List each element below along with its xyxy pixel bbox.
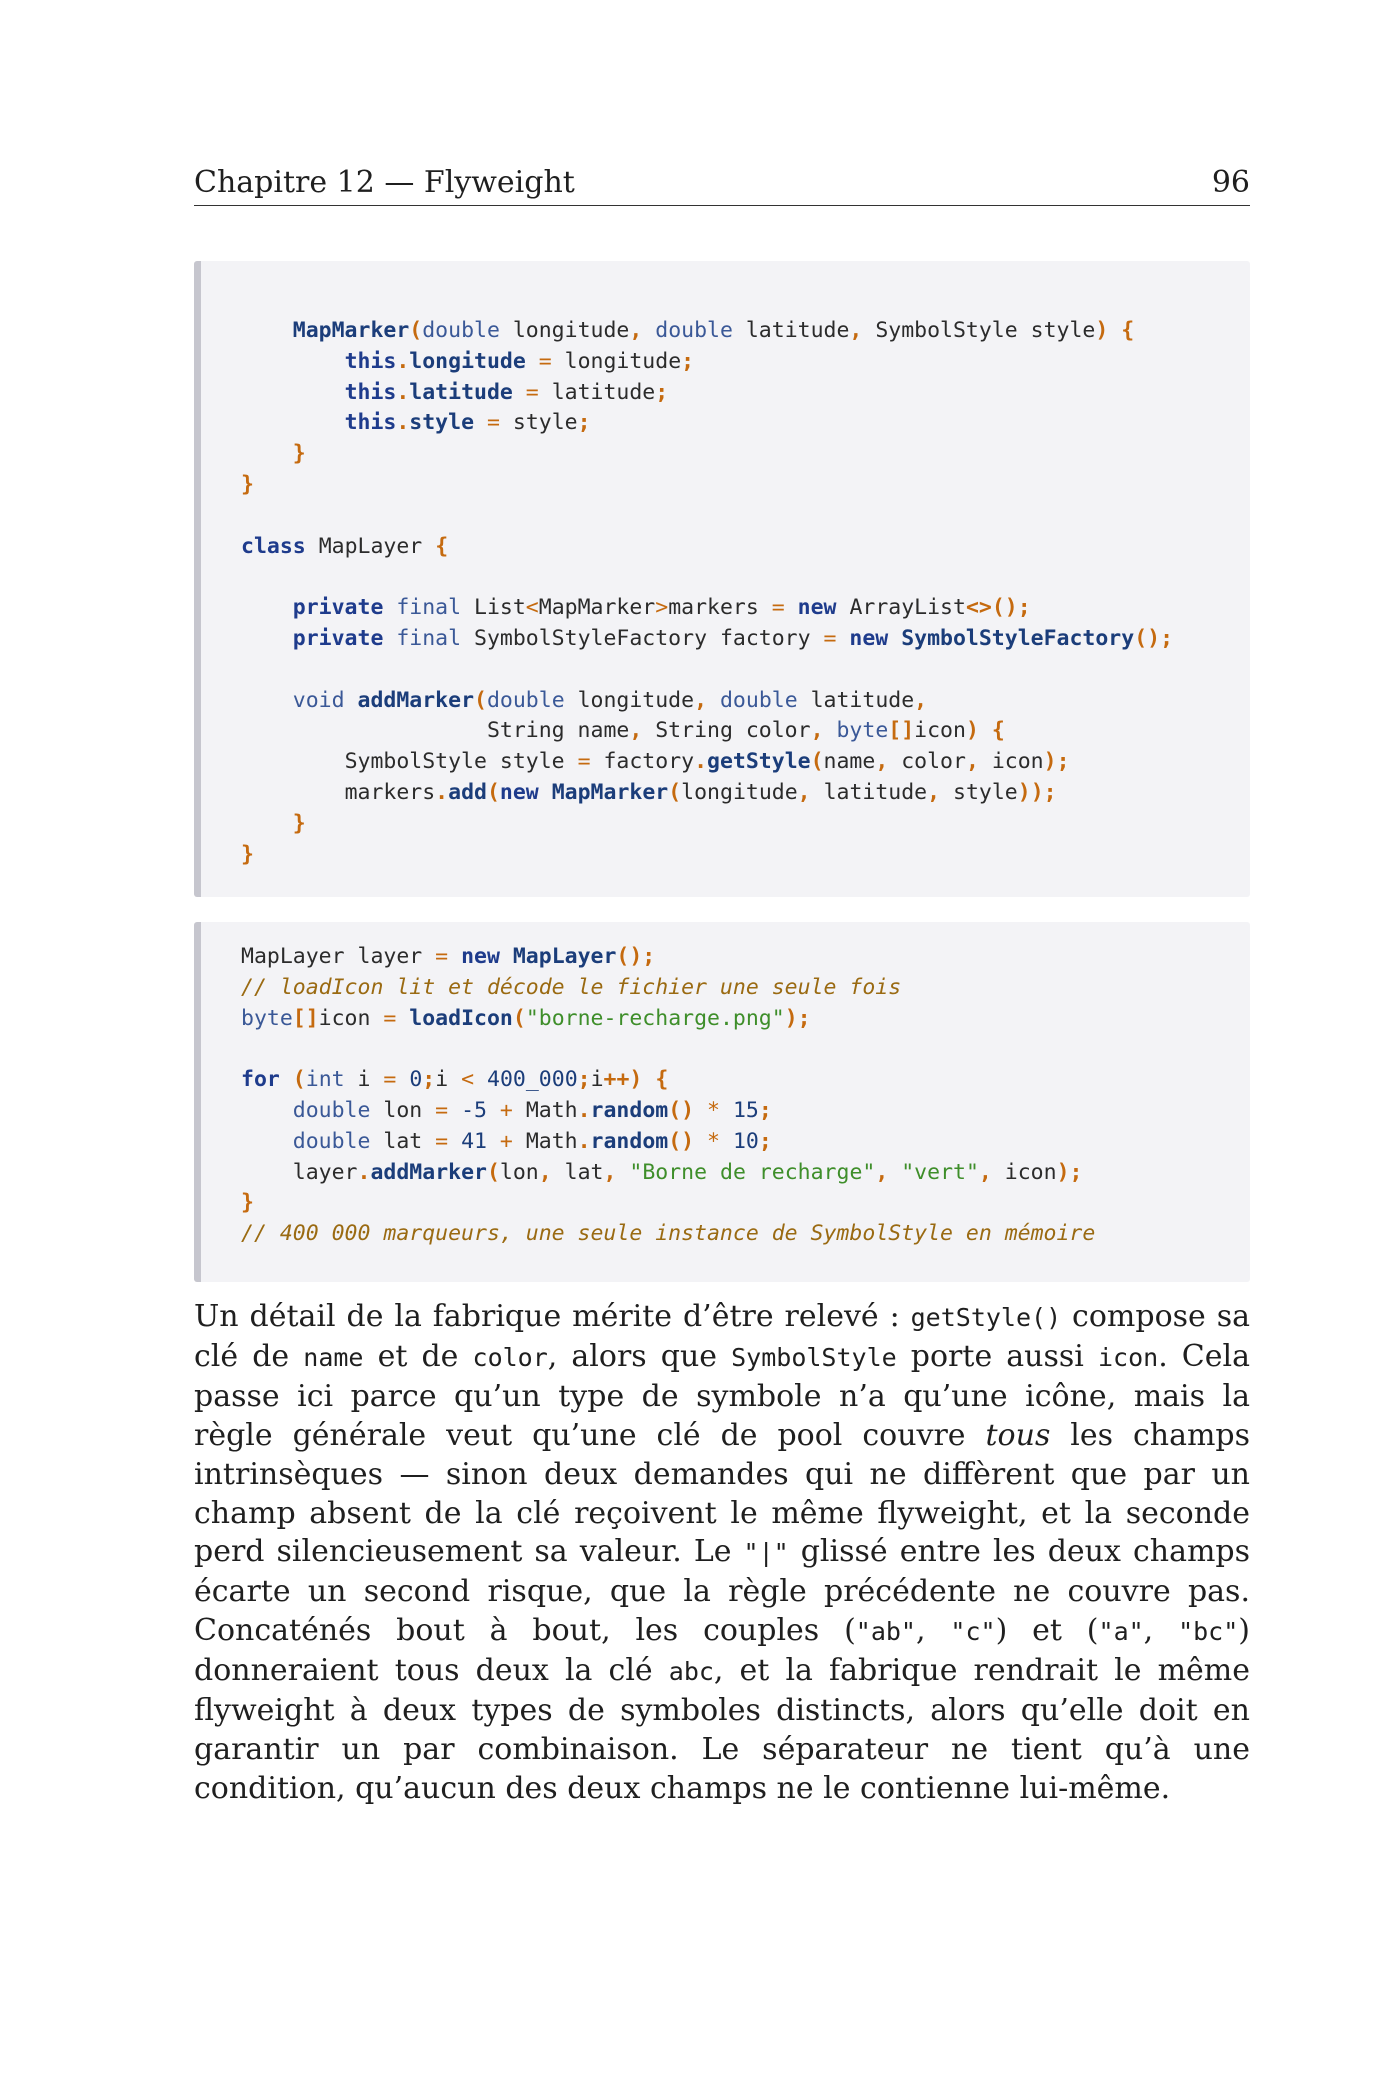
code-token: (); [1134,625,1174,651]
code-token: 0 [409,1067,423,1093]
code-token: latitude [745,318,850,343]
code-token: "Borne de recharge" [629,1159,876,1185]
code-token [642,318,655,343]
code-token [979,718,992,743]
code-token: ( [512,1005,526,1031]
code-token: icon [1004,1159,1057,1185]
code-token: , [875,749,902,775]
text-run: les champs intrinsèques — sinon deux demandes qui ne diffèrent que par un champ absent de la clé reçoivent le même flyweight, et la seconde perd silencieusement sa valeur. Le [194,1417,1251,1570]
code-line [241,624,1250,655]
code-token [280,1067,293,1092]
code-token: ); [1043,749,1070,775]
code-token: > [655,595,669,621]
code-token: latitude [823,779,928,805]
code-token: layer [292,1159,358,1185]
code-token: final [396,625,475,651]
code-token [306,534,319,559]
code-token: , [978,1159,1005,1185]
code-token: lat [564,1159,604,1185]
code-token: < [525,595,539,621]
code-token: style [512,410,578,436]
code-token: (); [616,944,656,969]
code-token: for [241,1067,280,1093]
inline-code: "bc" [1178,1617,1239,1647]
code-token: name [823,749,876,775]
inline-code: "c" [950,1617,996,1647]
code-token: markers [668,595,759,621]
code-token: icon [991,749,1044,775]
code-token: 41 [461,1128,487,1154]
code-token: new [797,595,837,621]
code-token [345,688,358,713]
code-line [241,593,1250,624]
code-token: , [849,318,876,343]
code-token: MapLayer layer [241,944,423,969]
code-token: ( [668,779,682,805]
code-token: "vert" [901,1159,979,1185]
text-run: . Cela passe ici parce qu’un type de symbole n’a qu’une icône, mais la règle générale veut qu’une clé de pool couvre [194,1338,1250,1453]
code-token: ( [810,749,824,775]
code-token: this [344,410,397,436]
code-token: double [422,318,513,343]
code-line [241,439,1250,470]
code-token [383,626,396,651]
code-token: = [422,1097,462,1123]
code-token: latitude [409,379,513,405]
code-token: -5 [461,1097,487,1123]
code-token [539,780,552,805]
code-token: SymbolStyleFactory factory [474,625,811,651]
code-token: = [370,1005,410,1031]
text-run: ) donneraient tous deux la clé [194,1613,1251,1689]
code-token: String color [655,718,811,744]
code-block-usage [194,922,1250,1282]
code-token: , [603,1159,630,1185]
code-token: , [875,1159,902,1185]
code-token: , [914,687,928,713]
code-line [241,470,1250,501]
code-token: double [486,687,578,713]
code-token: double [655,318,746,343]
code-block-map-layer [194,261,1250,897]
code-token: double [292,1097,384,1123]
code-token: = [564,749,604,775]
code-token: byte [241,1005,293,1031]
code-line [241,716,1250,747]
code-token: // loadIcon lit et décode le fichier une seule fois [241,974,902,1000]
code-token: . [577,1097,591,1123]
code-token [888,626,901,651]
code-token: i [357,1067,371,1093]
code-token: . [396,348,410,374]
code-token: new [461,944,500,969]
code-token [383,595,396,620]
code-token: ; [758,1128,772,1154]
code-token: [] [888,718,915,744]
code-token: 15 [732,1097,759,1123]
inline-code: name [303,1342,364,1372]
code-token: + [486,1128,526,1154]
code-line [241,655,1250,686]
code-token: { [1121,318,1135,343]
code-token [824,718,837,743]
code-token: , [927,779,954,805]
code-token: ( [474,687,487,713]
code-token: = [512,379,552,405]
code-token: , [810,718,824,744]
code-token: lon [499,1159,539,1185]
code-token: String name [486,718,630,744]
code-token: private [292,625,384,651]
text-run: Un détail de la fabrique mérite d’être relevé : [194,1299,911,1334]
code-token: latitude [551,379,656,405]
code-token: MapLayer [318,533,423,559]
code-token: () [668,1097,695,1123]
text-run: ) et ( [995,1613,1099,1649]
code-token: i [590,1067,604,1093]
code-line [241,973,1250,1004]
inline-code: icon [1097,1342,1159,1372]
code-token: style [953,779,1018,805]
code-line [241,942,1250,973]
code-token: SymbolStyleFactory [901,625,1135,651]
code-token: . [577,1128,591,1154]
inline-code: abc [668,1657,714,1687]
code-line [241,316,1250,347]
code-token: "borne-recharge.png" [525,1005,785,1031]
code-token: } [292,441,306,467]
code-token [500,944,513,969]
code-token: loadIcon [409,1005,513,1031]
code-line [241,747,1250,778]
code-token: = [525,348,565,374]
code-line [241,1158,1250,1189]
code-token: longitude [681,779,798,805]
code-token: final [396,595,475,621]
code-token: , [694,687,708,713]
code-token: longitude [564,348,682,374]
code-token: * [694,1097,733,1123]
code-line [241,1219,1250,1250]
code-token: ArrayList [849,595,966,621]
code-token: } [241,841,254,867]
code-token: Math [525,1097,578,1123]
code-token: ); [784,1005,811,1031]
code-token: new [849,625,889,651]
code-token: = [422,1128,462,1154]
code-token: addMarker [370,1159,487,1185]
code-token: double [719,687,811,713]
code-token: ( [409,318,423,343]
code-token: ; [577,410,591,436]
code-token: )); [1017,779,1057,805]
code-line [241,1004,1250,1035]
code-token: = [758,595,798,621]
code-line [241,1096,1250,1127]
code-token: = [474,410,513,436]
code-token: add [448,779,487,805]
code-token: = [422,944,462,969]
inline-code: "a" [1098,1617,1144,1647]
code-token: <>(); [965,595,1031,621]
code-token: style [409,410,475,436]
code-line [241,809,1250,840]
text-run: , [916,1613,951,1649]
code-token [642,1067,655,1092]
code-token: . [357,1159,371,1185]
code-token: ; [422,1067,436,1093]
code-token: longitude [512,318,630,343]
text-run: , [1143,1613,1179,1649]
code-token: this [344,348,397,374]
code-token: < [448,1067,488,1093]
code-token: } [241,1190,254,1216]
code-token: double [292,1128,384,1154]
chapter-title: Chapitre 12 — Flyweight [194,165,575,200]
code-token: MapMarker [292,318,410,343]
inline-code: SymbolStyle [731,1342,897,1372]
text-run: compose sa clé de [194,1299,1250,1374]
code-token: icon [914,718,966,744]
code-token: byte [836,718,889,744]
inline-code: getStyle() [910,1303,1062,1332]
code-token: private [292,595,384,621]
code-token [837,595,850,620]
code-line [241,378,1250,409]
code-token: getStyle [707,749,811,775]
inline-code: "ab" [855,1617,916,1647]
code-line [241,501,1250,532]
code-token: , [629,318,643,343]
code-token: { [435,533,449,559]
code-line [241,1034,1250,1065]
code-token: . [396,410,410,436]
code-token: , [965,749,992,775]
text-run: , et la fabrique rendrait le même flyweight à deux types de symboles distincts, alors qu’elle doit en garantir un par combinaison. Le séparateur ne tient qu’à une condition, qu’aucun des deux champs ne le contienne lui-même. [194,1653,1250,1806]
inline-code: color [472,1342,548,1372]
code-token: MapMarker [551,779,669,805]
code-token: new [499,779,539,805]
code-token: longitude [577,687,695,713]
code-token: color [901,749,966,775]
code-token: int [305,1067,358,1093]
code-token: , [538,1159,565,1185]
code-token: , [797,779,824,805]
code-token: SymbolStyle style [344,749,565,775]
code-token: , [629,718,656,744]
code-token: latitude [810,687,915,713]
text-run: glissé entre les deux champs écarte un second risque, que la règle précédente ne couvre pas. Concaténés bout à bout, les couples ( [194,1534,1250,1649]
code-token: ++) [603,1067,643,1093]
code-line [241,778,1250,809]
code-token: . [694,749,708,775]
code-token [1108,318,1121,343]
text-run: porte aussi [896,1338,1098,1374]
code-token: icon [318,1005,371,1031]
code-line [241,1127,1250,1158]
text-run: et de [363,1338,473,1374]
code-token: ( [292,1067,306,1093]
code-token: i [435,1067,449,1093]
code-token: lat [383,1128,423,1154]
code-token: List [474,595,526,621]
code-token: = [810,625,850,651]
code-token: MapLayer [512,944,617,969]
code-token: } [292,810,306,836]
code-token: ; [577,1067,591,1093]
code-token: longitude [409,348,526,374]
code-token: () [668,1128,695,1154]
code-line [241,347,1250,378]
code-token: factory [603,749,695,775]
code-token: addMarker [357,687,475,713]
code-token: // 400 000 marqueurs, une seule instance de SymbolStyle en mémoire [241,1221,1096,1247]
code-token: MapMarker [538,595,656,621]
code-token: { [991,718,1005,744]
code-token: . [435,779,449,805]
code-token: this [344,379,397,405]
code-token: 400_000 [487,1067,578,1093]
code-token: ; [758,1097,772,1123]
code-token: [] [292,1005,319,1031]
code-token: ); [1056,1159,1083,1185]
text-run: , alors que [547,1338,732,1374]
code-line [241,840,1250,871]
running-header [194,163,1250,206]
code-token: void [292,687,345,713]
body-paragraph [194,1298,1250,1809]
code-token: markers [344,779,436,805]
emphasis: tous [985,1417,1051,1453]
code-token: ; [681,348,695,374]
code-token: } [241,471,254,497]
code-token: ) [965,718,979,744]
code-line [241,532,1250,563]
code-token: SymbolStyle style [875,318,1096,343]
code-token: lon [383,1097,423,1123]
code-line [241,562,1250,593]
code-token [422,534,435,559]
code-line [241,686,1250,717]
code-token: { [655,1067,669,1093]
code-token: = [370,1067,410,1093]
code-token: Math [525,1128,578,1154]
code-line [241,408,1250,439]
code-token: ( [486,1159,500,1185]
code-token: ( [486,779,500,805]
page-number: 96 [1211,165,1250,200]
code-token: * [694,1128,733,1154]
inline-code: "|" [743,1538,789,1568]
code-token: class [241,533,306,559]
code-token: ; [655,379,669,405]
code-line [241,1188,1250,1219]
code-token [707,688,720,713]
code-token: 10 [732,1128,759,1154]
code-token: . [396,379,410,405]
code-line [241,1065,1250,1096]
code-token: random [590,1128,669,1154]
code-token: random [590,1097,669,1123]
code-token: + [486,1097,526,1123]
code-token: ) [1095,318,1109,343]
